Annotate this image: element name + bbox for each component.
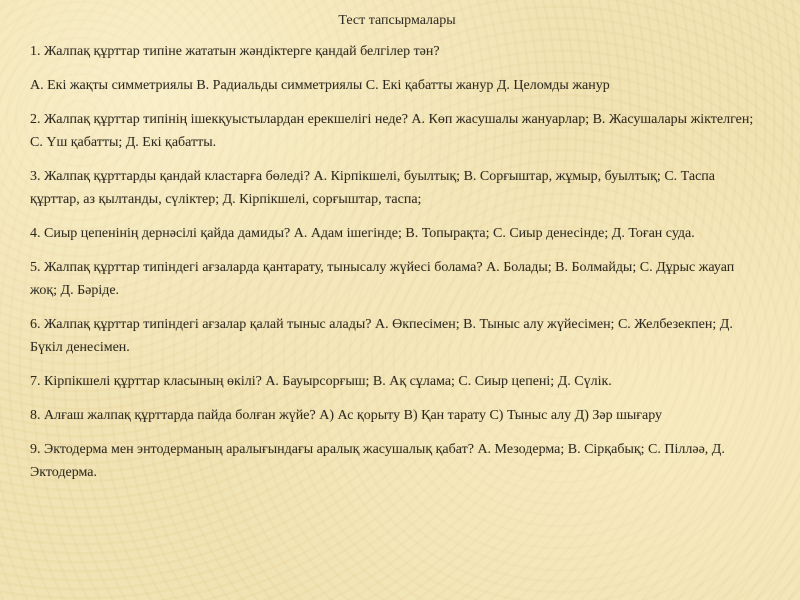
page-title: Тест тапсырмалары bbox=[338, 13, 456, 28]
question-1-options: А. Екі жақты симметриялы В. Радиальды симметриялы С. Екі қабатты жанур Д. Целомды жанур bbox=[30, 78, 610, 93]
question-5: 5. Жалпақ құрттар типіндегі ағзаларда қантарату, тынысалу жүйесі болама? А. Болады; В. Болмайды; С. Дұрыс жауап жоқ; Д. Бәріде. bbox=[30, 260, 735, 298]
question-4: 4. Сиыр цепенінің дернәсілі қайда дамиды? А. Адам ішегінде; В. Топырақта; С. Сиыр денесінде; Д. Тоған суда. bbox=[30, 226, 695, 241]
question-8: 8. Алғаш жалпақ құрттарда пайда болған жүйе? А) Ас қорыту В) Қан тарату С) Тыныс алу Д) Зәр шығару bbox=[30, 408, 663, 423]
question-3: 3. Жалпақ құрттарды қандай кластарға бөледі? А. Кірпікшелі, буылтық; В. Сорғыштар, жұмыр, буылтық; С. Таспа құрттар, аз қылтанды, сүліктер; Д. Кірпікшелі, сорғыштар, таспа; bbox=[30, 169, 715, 207]
question-7: 7. Кірпікшелі құрттар класының өкілі? А. Бауырсорғыш; В. Ақ сұлама; С. Сиыр цепені; Д. Сүлік. bbox=[30, 374, 612, 389]
question-9: 9. Эктодерма мен энтодерманың аралығындағы аралық жасушалық қабат? А. Мезодерма; В. Сірқабық; С. Пілләә, Д. Эктодерма. bbox=[30, 442, 725, 480]
question-1: 1. Жалпақ құрттар типіне жататын жәндіктерге қандай белгілер тән? bbox=[30, 44, 440, 59]
question-2: 2. Жалпақ құрттар типінің ішекқуыстылардан ерекшелігі неде? А. Көп жасушалы жануарлар; В. Жасушалары жіктелген; С. Үш қабатты; Д. Екі қабатты. bbox=[30, 112, 754, 150]
question-6: 6. Жалпақ құрттар типіндегі ағзалар қалай тыныс алады? А. Өкпесімен; В. Тыныс алу жүйесімен; С. Желбезекпен; Д. Бүкіл денесімен. bbox=[30, 317, 733, 355]
